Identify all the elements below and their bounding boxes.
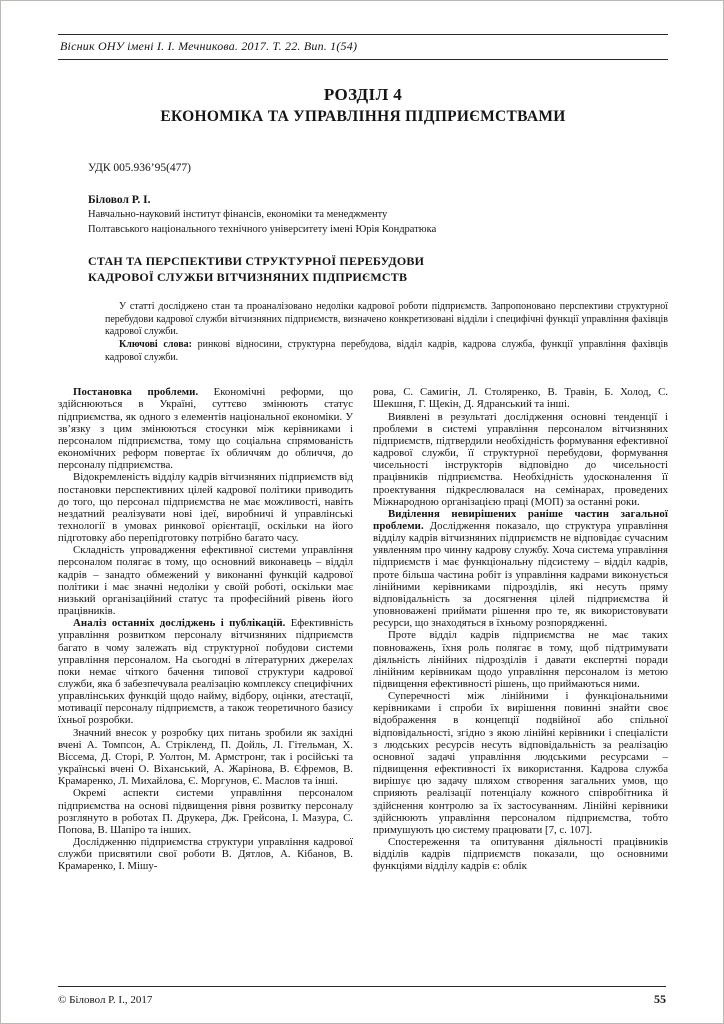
paragraph: Дослідженню підприємства структури управління кадрової служби присвятили свої роботи В. Дятлов, А. Кібанов, В. Крамаренко, І. Мішу- — [58, 836, 353, 873]
paragraph: Проте відділ кадрів підприємства не має таких повноважень, їхня роль полягає в тому, щоб підтримувати діяльність лінійних підрозділів і давати експертні поради лінійним керівникам щодо управління персоналом із метою підвищення ефективності рішень, що приймаються ними. — [373, 629, 668, 691]
header-rule-bottom — [58, 59, 668, 60]
paragraph-lead: Постановка проблеми. — [73, 386, 199, 399]
paragraph: Аналіз останніх досліджень і публікацій. Ефективність управління розвитком персоналу вітчизняних підприємств багато в чому залежать від структурної побудови системи управління персоналом. На сьогодні в літературних джерелах поки немає чіткого бачення типової структури кадрової служби, яка б забезпечувала реалізацію комплексу специфічних управлінських функцій щодо найму, відбору, оцінки, атестації, мотивації персоналу підприємств, а також теоретичного базису їхньої розробки. — [58, 617, 353, 727]
article-title-line-1: СТАН ТА ПЕРСПЕКТИВИ СТРУКТУРНОЇ ПЕРЕБУДОВИ — [88, 254, 425, 269]
abstract-text: У статті досліджено стан та проаналізовано недоліки кадрової роботи підприємств. Запропоновано перспективи структурної перебудови кадрової служби вітчизняних підприємств, визначено конкретизовані відділи і специфічні функції управління фахівців кадрової служби. — [105, 301, 668, 338]
section-number: РОЗДІЛ 4 — [323, 85, 403, 104]
page-footer — [58, 986, 666, 1007]
affiliation-line-1: Навчально-науковий інститут фінансів, економіки та менеджменту — [88, 208, 388, 220]
keywords-text: ринкові відносини, структурна перебудова, відділ кадрів, кадрова служба, функції управління фахівців кадрової служби. — [105, 339, 668, 363]
article-title-line-2: КАДРОВОЇ СЛУЖБИ ВІТЧИЗНЯНИХ ПІДПРИЄМСТВ — [88, 269, 408, 284]
paragraph: Окремі аспекти системи управління персоналом підприємства на основі підвищення рівня розвитку персоналу розглянуто в роботах П. Друкера, Дж. Грейсона, І. Мазура, С. Попова, В. Шапіро та інших. — [58, 787, 353, 836]
paragraph: Спостереження та опитування діяльності працівників відділів кадрів підприємств показали, що основними функціями відділу кадрів є: облік — [373, 836, 668, 873]
udc-code: УДК 005.936’95(477) — [88, 161, 191, 174]
author-name: Біловол Р. І. — [88, 193, 151, 206]
paragraph: рова, С. Самигін, Л. Столяренко, В. Травін, Б. Холод, С. Шекшня, Г. Щекін, Д. Ядранський та інші. — [373, 386, 668, 411]
keywords-label: Ключові слова: — [119, 339, 192, 351]
journal-title: Вісник ОНУ імені І. І. Мечникова. 2017. Т. 22. Вип. 1(54) — [60, 39, 358, 53]
left-column — [58, 386, 353, 872]
paragraph: Значний внесок у розробку цих питань зробили як західні вчені А. Томпсон, А. Стрікленд, П. Дойль, Л. Гітельман, Х. Віссема, Д. Сторі, Р. Уолтон, М. Армстронг, так і російські та українські вчені О. Віханський, А. Жарінова, В. Єфремов, В. Крамаренко, Л. Михайлова, Є. Моргунов, Є. Маслов та інші. — [58, 726, 353, 788]
right-column — [373, 386, 668, 872]
page-number: 55 — [654, 992, 666, 1006]
paragraph: Постановка проблеми. Економічні реформи, що здійснюються в Україні, суттєво змінюють статус підприємства, як одного з елементів національної економіки. У зв’язку з цим змінюються стосунки між керівниками і персоналом підприємства, тому що соціальна спрямованість економічних реформ повертає їх обличчям до обличчя, до персоналу підприємства. — [58, 386, 353, 472]
article-meta — [88, 162, 668, 285]
keywords-paragraph — [105, 339, 668, 364]
paragraph-lead: Аналіз останніх досліджень і публікацій. — [73, 617, 286, 630]
copyright-notice: © Біловол Р. І., 2017 — [58, 994, 153, 1006]
section-heading — [58, 84, 668, 128]
paragraph: Відокремленість відділу кадрів вітчизняних підприємств від постановки перспективних цілей кадрової політики приводить до того, що персонал підприємства не має можливості, навіть нездатний реалізувати нові ідеї, виробничі й управлінські технології в умовах ринкової орієнтації, оскільки на його підготовку або перепідготовку потрібно багато часу. — [58, 471, 353, 545]
paragraph: Суперечності між лінійними і функціональними керівниками і спроби їх вирішення повинні знайти своє відображення в концепції подвійної або спільної відповідальності, згідно з якою лінійні керівники і спеціалісти з людських ресурсів несуть відповідальність за реалізацію основної задачі управління людськими ресурсами – підвищення ефективності їх використання. Кадрова служба вирішує цю задачу шляхом створення загальних умов, що сприяють реалізації потенціалу кожного співробітника й здійснення контролю за їх застосуванням. Лінійні керівники здійснюють управління персоналом підприємства, тобто примушують цю систему працювати [7, с. 107]. — [373, 690, 668, 836]
abstract-block — [105, 301, 668, 364]
paragraph-lead: Виділення невирішених раніше частин загальної проблеми. — [373, 507, 668, 532]
article-body — [58, 386, 668, 872]
paragraph: Виявлені в результаті дослідження основні тенденції і проблеми в системі управління персоналом вітчизняних підприємств, підтвердили необхідність формування ефективної кадрової служби, її структурної перебудови, формування чисельності інструкторів відповідно до чисельності працівників підприємства. Необхідність удосконалення її проектування підкреслювалася на семінарах, проведених Міжнародною організацією праці (МОП) за останні роки. — [373, 410, 668, 508]
paragraph: Виділення невирішених раніше частин загальної проблеми. Дослідження показало, що структура управління відділу кадрів вітчизняних підприємств не відповідає сучасним уявленням про чинну кадрову службу. Хоча система управління підприємств і має функціональну підсистему – відділ кадрів, проте більша частина робіт із управління кадрами виконується лінійними керівниками підрозділів, які несуть пряму відповідальність за досягнення цілей підприємства й уповноважені приймати рішення про те, як використовувати ресурси, що знаходяться в їхньому розпорядженні. — [373, 507, 668, 630]
article-title — [88, 254, 668, 285]
section-title: ЕКОНОМІКА ТА УПРАВЛІННЯ ПІДПРИЄМСТВАМИ — [160, 107, 566, 125]
affiliation-line-2: Полтавського національного технічного університету імені Юрія Кондратюка — [88, 223, 437, 235]
paragraph: Складність упровадження ефективної системи управління персоналом полягає в тому, що основний виконавець – відділ кадрів – занадто обмежений у виконанні функцій кадрової політики і має значні недоліки у своїй роботі, оскільки має низький організаційний статус та професійний рівень його працівників. — [58, 544, 353, 618]
page-header — [58, 1, 668, 60]
